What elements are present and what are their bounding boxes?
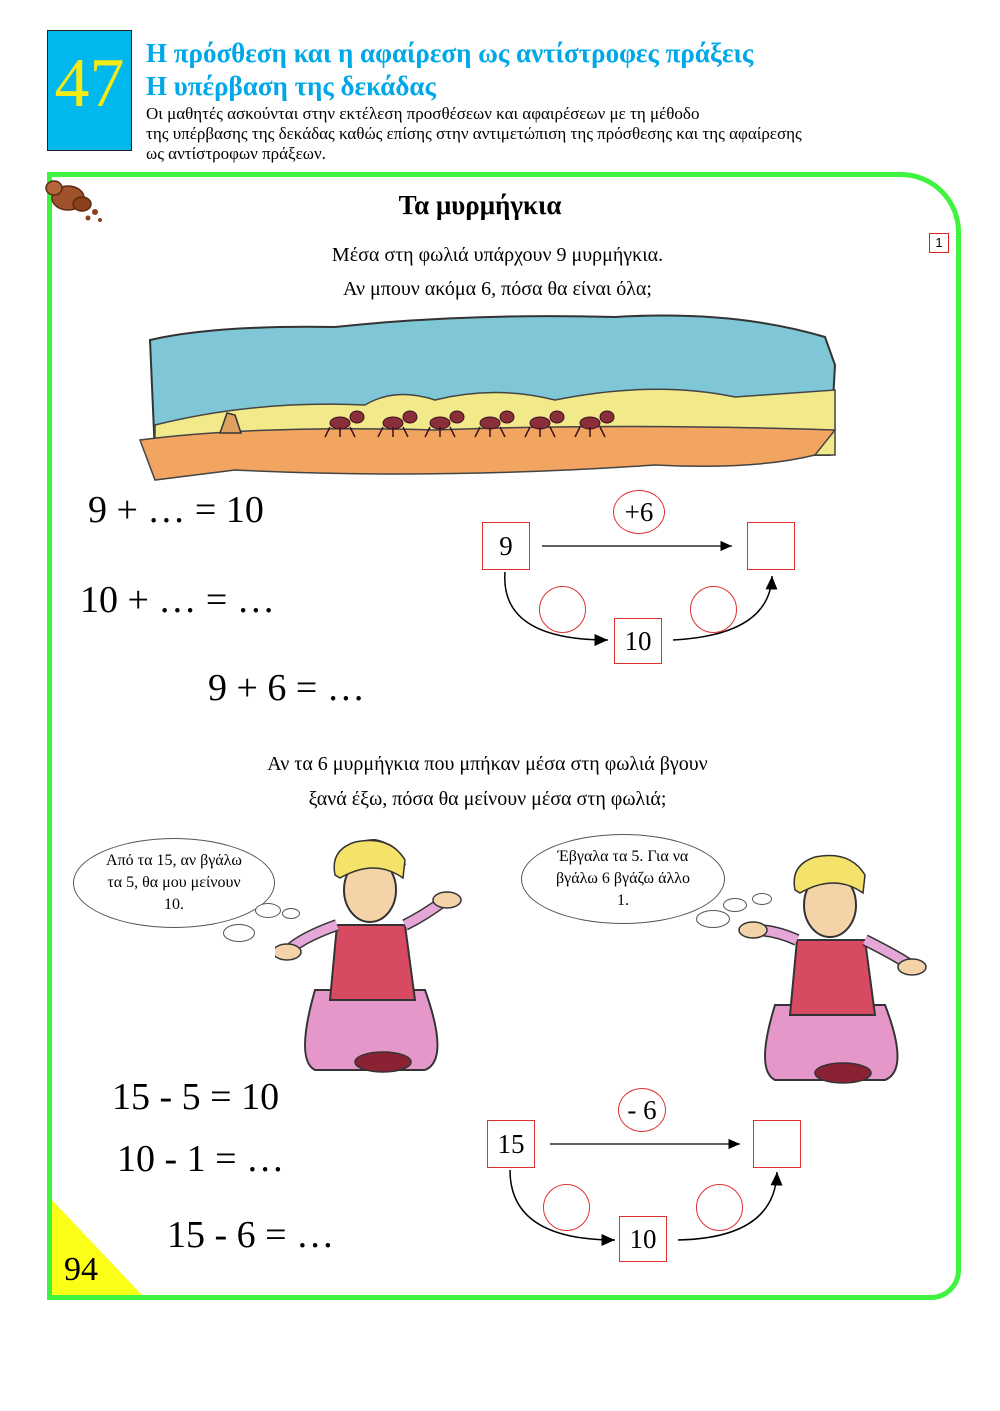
description-line: της υπέρβασης της δεκάδας καθώς επίσης στην αντιμετώπιση της πρόσθεσης και της αφαίρεσης	[146, 124, 802, 143]
story-intro: Μέσα στη φωλιά υπάρχουν 9 μυρμήγκια.	[331, 244, 664, 266]
subtraction-equation: 10 - 1 = …	[117, 1138, 285, 1180]
addition-equation: 9 + 6 = …	[208, 667, 365, 709]
step-circle-input[interactable]	[539, 586, 586, 633]
lesson-description	[146, 104, 966, 164]
description-line: Οι μαθητές ασκούνται στην εκτέλεση προσθέσεων και αφαιρέσεων με τη μέθοδο	[146, 104, 700, 123]
thought-bubble-left: Από τα 15, αν βγάλω τα 5, θα μου μείνουν 10.	[73, 838, 275, 928]
girl-illustration-right	[735, 845, 930, 1085]
lesson-number: 47	[47, 30, 132, 151]
thought-puff	[696, 910, 730, 928]
description-line: ως αντίστροφων πράξεων.	[146, 144, 326, 163]
answer-box[interactable]	[753, 1120, 801, 1168]
step-circle-input[interactable]	[543, 1184, 590, 1231]
start-box: 15	[487, 1120, 535, 1168]
middle-box: 10	[619, 1216, 667, 1262]
operation-circle: +6	[613, 490, 665, 534]
subtraction-equation: 15 - 5 = 10	[112, 1076, 280, 1118]
subtraction-equation: 15 - 6 = …	[167, 1214, 335, 1256]
story-question: ξανά έξω, πόσα θα μείνουν μέσα στη φωλιά;	[308, 788, 667, 810]
addition-equation: 10 + … = …	[80, 579, 275, 621]
step-circle-input[interactable]	[690, 586, 737, 633]
addition-equation: 9 + … = 10	[88, 489, 264, 531]
operation-circle: - 6	[618, 1088, 666, 1132]
middle-box: 10	[614, 618, 662, 664]
girl-illustration-left	[275, 830, 470, 1080]
story-intro: Αν μπουν ακόμα 6, πόσα θα είναι όλα;	[343, 278, 652, 300]
ants-landscape-illustration	[135, 305, 845, 495]
page-number: 94	[64, 1251, 98, 1288]
thought-bubble-right: Έβγαλα τα 5. Για να βγάλω 6 βγάζω άλλο 1.	[521, 834, 725, 924]
answer-box[interactable]	[747, 522, 795, 570]
start-box: 9	[482, 522, 530, 570]
story-title: Τα μυρμήγκια	[398, 190, 562, 220]
exercise-badge: 1	[929, 233, 949, 253]
thought-puff	[223, 924, 255, 942]
lesson-subtitle: Η υπέρβαση της δεκάδας	[146, 71, 436, 101]
lesson-title: Η πρόσθεση και η αφαίρεση ως αντίστροφες πράξεις	[146, 38, 754, 68]
story-question: Αν τα 6 μυρμήγκια που μπήκαν μέσα στη φωλιά βγουν	[267, 753, 708, 775]
step-circle-input[interactable]	[696, 1184, 743, 1231]
